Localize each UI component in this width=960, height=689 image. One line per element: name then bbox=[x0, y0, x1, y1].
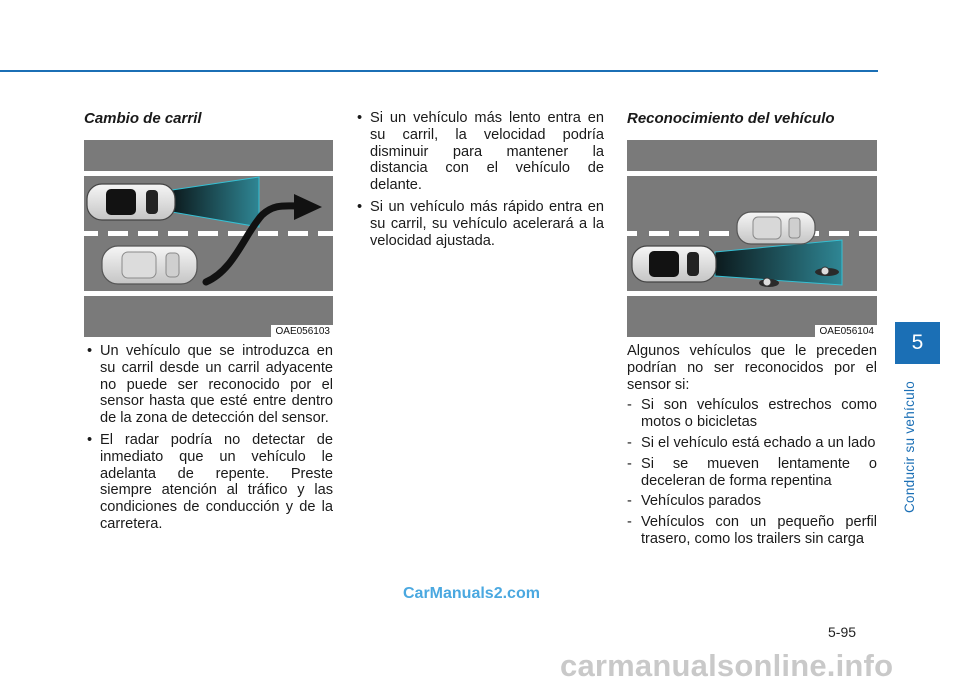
list-item: • Un vehículo que se introduzca en su carril desde un carril adyacente no puede ser reconocido por el sensor hasta que esté entre dentro de la zona de detección del sensor. bbox=[87, 343, 333, 427]
section-heading-lane-change: Cambio de carril bbox=[84, 110, 202, 127]
adjacent-car-icon bbox=[102, 246, 197, 284]
preceding-car-icon bbox=[737, 212, 815, 244]
lane-edge-line bbox=[84, 291, 333, 296]
lane-edge-line bbox=[84, 171, 333, 176]
own-car-icon bbox=[632, 246, 716, 282]
footer-watermark: carmanualsonline.info bbox=[560, 648, 894, 683]
list-item: - Si se mueven lentamente o deceleran de forma repentina bbox=[627, 455, 877, 489]
lane-dash-line bbox=[84, 231, 333, 236]
intro-paragraph: Algunos vehículos que le preceden podrían no ser reconocidos por el sensor si: bbox=[627, 343, 877, 393]
lane-edge-line bbox=[627, 291, 877, 296]
list-item: • Si un vehículo más lento entra en su carril, la velocidad podría disminuir para mantener la distancia con el vehículo de delante. bbox=[357, 110, 604, 194]
list-item: • El radar podría no detectar de inmediato que un vehículo le adelanta de repente. Preste siempre atención al tráfico y las condiciones de conducción y de la carretera. bbox=[87, 431, 333, 532]
list-item: - Vehículos parados bbox=[627, 493, 762, 510]
lane-edge-line bbox=[627, 171, 877, 176]
watermark-link[interactable]: CarManuals2.com bbox=[403, 585, 540, 602]
section-heading-vehicle-recognition: Reconocimiento del vehículo bbox=[627, 110, 835, 127]
list-item: - Vehículos con un pequeño perfil trasero, como los trailers sin carga bbox=[627, 514, 877, 547]
list-item: • Si un vehículo más rápido entra en su carril, su vehículo acelerará a la velocidad ajustada. bbox=[357, 198, 604, 249]
header-rule bbox=[0, 70, 878, 72]
chapter-title: Conducir su vehículo bbox=[902, 380, 917, 513]
middle-bullet-list bbox=[354, 110, 604, 254]
left-bullet-list bbox=[84, 343, 333, 538]
chapter-number-tab: 5 bbox=[895, 322, 940, 364]
page-number: 5-95 bbox=[828, 624, 857, 640]
figure-code: OAE056104 bbox=[815, 325, 878, 337]
list-item: - Si el vehículo está echado a un lado bbox=[627, 434, 876, 451]
own-car-icon bbox=[87, 184, 175, 220]
figure-code: OAE056103 bbox=[271, 325, 334, 337]
right-text-block bbox=[627, 343, 877, 552]
vehicle-recognition-illustration bbox=[627, 140, 877, 337]
list-item: - Si son vehículos estrechos como motos o bicicletas bbox=[627, 397, 877, 431]
lane-change-illustration bbox=[84, 140, 333, 337]
